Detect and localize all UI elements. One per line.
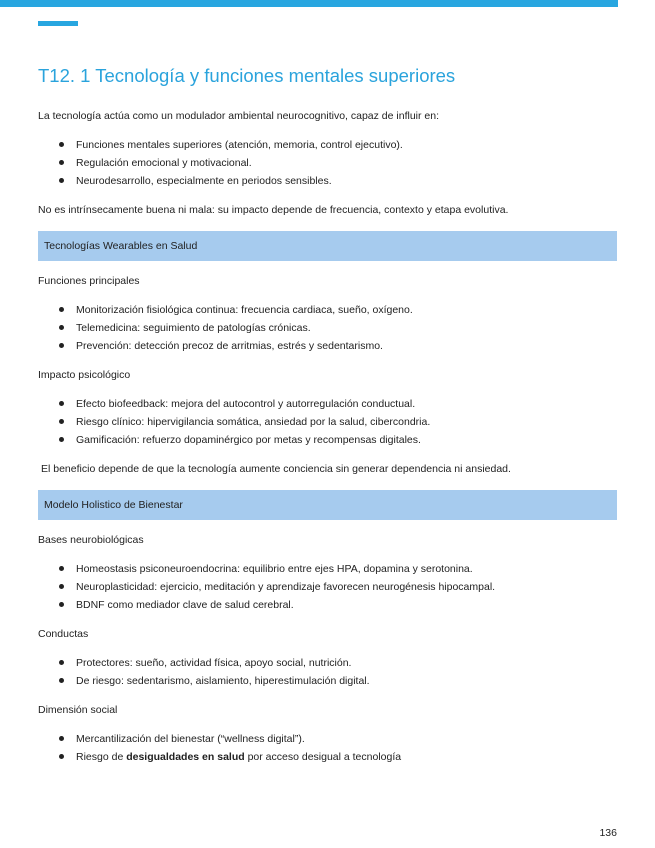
page-title: T12. 1 Tecnología y funciones mentales superiores: [38, 65, 456, 86]
top-accent-bar: [0, 0, 618, 7]
bullet-prefix: Riesgo de: [76, 751, 127, 763]
subheading-social: Dimensión social: [38, 704, 118, 716]
list-item: BDNF como mediador clave de salud cerebral.: [38, 596, 618, 614]
subheading-funciones: Funciones principales: [38, 275, 140, 287]
accent-dash: [38, 21, 78, 26]
list-item: Monitorización fisiológica continua: frecuencia cardiaca, sueño, oxígeno.: [38, 301, 618, 319]
intro-list: [38, 136, 618, 190]
bullet-suffix: por acceso desigual a tecnología: [244, 751, 402, 763]
bold-term: desigualdades en salud: [126, 751, 245, 763]
list-item: Protectores: sueño, actividad física, apoyo social, nutrición.: [38, 654, 618, 672]
list-item: [38, 748, 618, 766]
list-item: Neuroplasticidad: ejercicio, meditación y aprendizaje favorecen neurogénesis hipocampal.: [38, 578, 618, 596]
list-item: Funciones mentales superiores (atención, memoria, control ejecutivo).: [38, 136, 618, 154]
list-item: Regulación emocional y motivacional.: [38, 154, 618, 172]
subheading-conductas: Conductas: [38, 628, 89, 640]
list-item: Telemedicina: seguimiento de patologías crónicas.: [38, 319, 618, 337]
section-header-holistic: Modelo Holistico de Bienestar: [38, 490, 617, 520]
list-item: Neurodesarrollo, especialmente en periodos sensibles.: [38, 172, 618, 190]
social-list: [38, 730, 618, 766]
impacto-list: [38, 395, 618, 449]
conductas-list: [38, 654, 618, 690]
list-item: Riesgo clínico: hipervigilancia somática, ansiedad por la salud, cibercondria.: [38, 413, 618, 431]
intro-conclusion: No es intrínsecamente buena ni mala: su impacto depende de frecuencia, contexto y etapa evolutiva.: [38, 204, 509, 216]
page-number: 136: [599, 827, 617, 839]
bases-list: [38, 560, 618, 614]
section-header-wearables: Tecnologías Wearables en Salud: [38, 231, 617, 261]
list-item: Gamificación: refuerzo dopaminérgico por metas y recompensas digitales.: [38, 431, 618, 449]
subheading-impacto: Impacto psicológico: [38, 369, 131, 381]
list-item: Prevención: detección precoz de arritmias, estrés y sedentarismo.: [38, 337, 618, 355]
list-item: Homeostasis psiconeuroendocrina: equilibrio entre ejes HPA, dopamina y serotonina.: [38, 560, 618, 578]
list-item: De riesgo: sedentarismo, aislamiento, hiperestimulación digital.: [38, 672, 618, 690]
page-content: [38, 63, 618, 766]
list-item: Efecto biofeedback: mejora del autocontrol y autorregulación conductual.: [38, 395, 618, 413]
intro-paragraph: La tecnología actúa como un modulador ambiental neurocognitivo, capaz de influir en:: [38, 110, 440, 122]
wearables-conclusion: El beneficio depende de que la tecnología aumente conciencia sin generar dependencia ni ansiedad.: [41, 463, 511, 475]
funciones-list: [38, 301, 618, 355]
list-item: Mercantilización del bienestar (“wellness digital”).: [38, 730, 618, 748]
subheading-bases: Bases neurobiológicas: [38, 534, 144, 546]
